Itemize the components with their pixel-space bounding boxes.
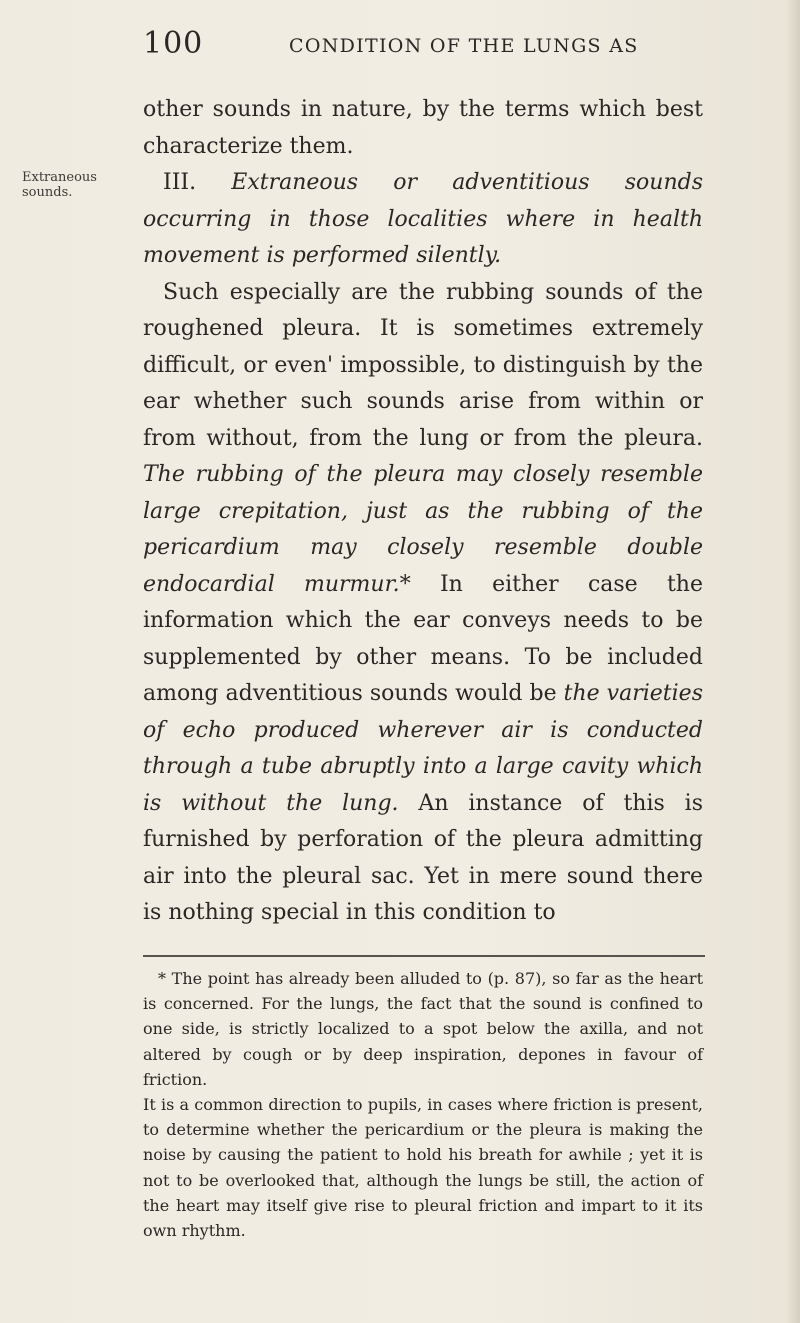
paragraph-1: other sounds in nature, by the terms which best characterize them. — [143, 97, 703, 159]
page-number: 100 — [143, 26, 204, 61]
section-number: III. — [163, 170, 232, 195]
running-title: CONDITION OF THE LUNGS AS — [289, 35, 639, 57]
footnote-2: It is a common direction to pupils, in cases where friction is present, to determine whether the pericardium or the pleura is making the noise by causing the patient to hold his breath for awhile ; yet it is not to be overlooked that, although the lungs be still, the action of the heart may itself give rise to pleural friction and impart to it its own rhythm. — [143, 1095, 703, 1241]
paragraph-3-text-a: Such especially are the rubbing sounds of the roughened pleura. It is sometimes extremely difficult, or even' impossible, to distinguish by the ear whether such sounds arise from within or from without, from the lung or from the pleura. — [143, 279, 703, 451]
paragraph-3-italic-1: The rubbing of the pleura may closely resemble large crepitation, just as the rubbing of the pericardium may closely resemble double endocardial murmur. — [143, 462, 703, 597]
footnote-rule — [143, 955, 705, 957]
running-head — [143, 26, 703, 66]
footnotes — [143, 966, 703, 1243]
paragraph-3-text-c: An instance of this is furnished by perforation of the pleura admitting air into the pleural sac. Yet in mere sound there is nothing special in this condition to — [143, 790, 703, 925]
page-edge-shadow — [786, 0, 800, 1323]
paragraph-3 — [143, 275, 703, 932]
footnote-1: * The point has already been alluded to (p. 87), so far as the heart is concerned. For the lungs, the fact that the sound is confined to one side, is strictly localized to a spot below the axilla, and not altered by cough or by deep inspiration, depones in favour of friction. — [143, 969, 703, 1089]
body-text — [143, 92, 703, 932]
margin-note-line-2: sounds. — [22, 185, 73, 200]
section-heading-italic: Extraneous or adventitious sounds occurring in those localities where in health movement is performed silently. — [143, 170, 703, 268]
margin-note — [22, 170, 112, 200]
paragraph-3-italic-2: the varieties of echo produced wherever air is conducted through a tube abruptly into a large cavity which is without the lung. — [143, 681, 703, 816]
paragraph-2 — [143, 165, 703, 275]
paragraph-3-text-b: In either case the information which the ear conveys needs to be supplemented by other means. To be included among adventitious sounds would be — [143, 571, 703, 706]
footnote-marker: * — [399, 571, 411, 597]
margin-note-line-1: Extraneous — [22, 170, 97, 185]
